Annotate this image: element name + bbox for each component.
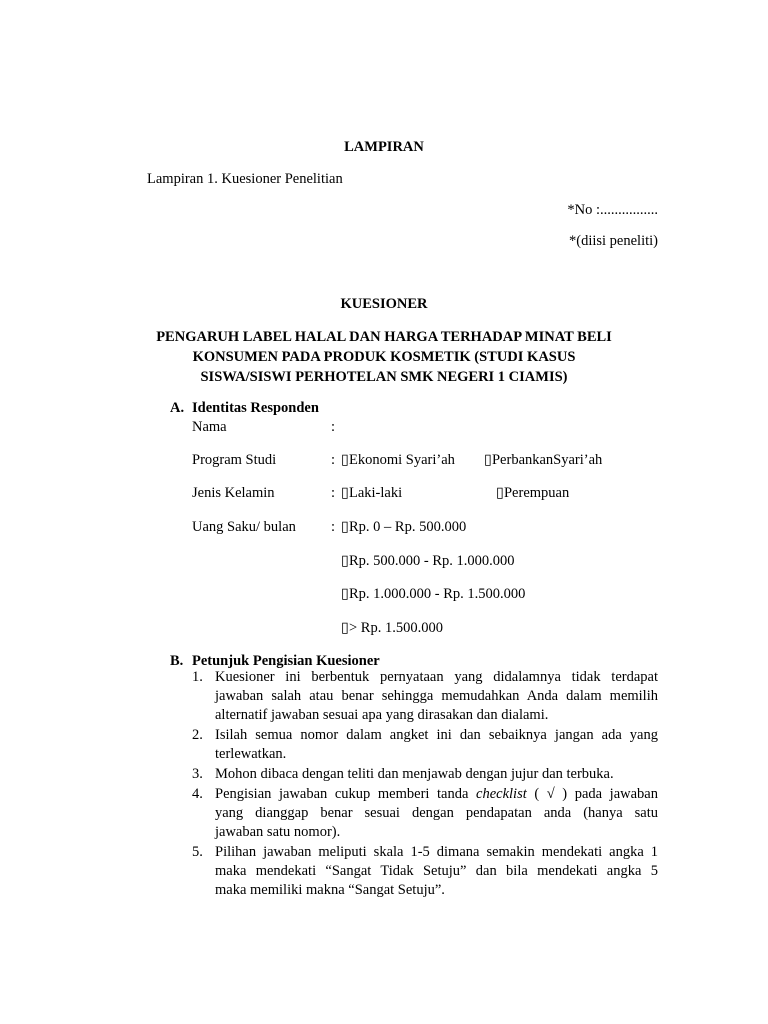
research-title xyxy=(140,327,628,387)
instruction-line: Mohon dibaca dengan teliti dan menjawab dengan jujur dan terbuka. xyxy=(215,766,614,782)
instruction-line: terlewatkan. xyxy=(215,746,287,762)
checkbox-icon: ▯ xyxy=(341,485,349,501)
checklist-term: checklist xyxy=(476,786,527,802)
gender-option-perempuan[interactable]: ▯Perempuan xyxy=(496,485,570,501)
program-option-perbankan[interactable]: ▯PerbankanSyari’ah xyxy=(484,452,603,468)
research-title-line: KONSUMEN PADA PRODUK KOSMETIK (STUDI KASUS xyxy=(192,349,576,365)
checkbox-icon: ▯ xyxy=(341,553,349,569)
program-studi-colon: : xyxy=(331,452,336,468)
diisi-peneliti-note: *(diisi peneliti) xyxy=(569,233,658,249)
program-option-ekonomi[interactable]: ▯Ekonomi Syari’ah xyxy=(341,452,455,468)
instruction-number: 2. xyxy=(192,727,203,743)
research-title-line: SISWA/SISWI PERHOTELAN SMK NEGERI 1 CIAMIS) xyxy=(200,369,568,385)
section-b-letter: B. xyxy=(170,653,184,669)
instruction-line: alternatif jawaban sesuai apa yang dirasakan dan dialami. xyxy=(215,707,549,723)
checkbox-icon: ▯ xyxy=(341,620,349,636)
lampiran-title: LAMPIRAN xyxy=(344,139,424,155)
lampiran-subtitle: Lampiran 1. Kuesioner Penelitian xyxy=(147,171,343,187)
instruction-line: maka memiliki makna “Sangat Setuju”. xyxy=(215,882,445,898)
checkbox-icon: ▯ xyxy=(341,452,349,468)
instruction-line: Pilihan jawaban meliputi skala 1-5 dimana semakin mendekati angka 1 xyxy=(215,844,658,860)
research-title-line: PENGARUH LABEL HALAL DAN HARGA TERHADAP MINAT BELI xyxy=(156,329,612,345)
checkbox-icon: ▯ xyxy=(496,485,504,501)
instruction-line: Isilah semua nomor dalam angket ini dan sebaiknya jangan ada yang xyxy=(215,727,658,743)
instruction-line: jawaban satu nomor). xyxy=(215,824,341,840)
instruction-line: jawaban salah atau benar sehingga memudahkan Anda dalam memilih xyxy=(215,688,658,704)
checkbox-icon: ▯ xyxy=(341,586,349,602)
instruction-number: 1. xyxy=(192,669,203,685)
kuesioner-title: KUESIONER xyxy=(340,296,428,312)
uang-option-1[interactable]: ▯Rp. 0 – Rp. 500.000 xyxy=(341,519,467,535)
uang-option-3[interactable]: ▯Rp. 1.000.000 - Rp. 1.500.000 xyxy=(341,586,526,602)
instruction-line: maka mendekati “Sangat Tidak Setuju” dan bila mendekati angka 5 xyxy=(215,863,658,879)
instruction-number: 4. xyxy=(192,786,203,802)
section-b-title: Petunjuk Pengisian Kuesioner xyxy=(192,653,380,669)
jenis-kelamin-colon: : xyxy=(331,485,336,501)
instruction-line: Kuesioner ini berbentuk pernyataan yang didalamnya tidak terdapat xyxy=(215,669,658,685)
checkbox-icon: ▯ xyxy=(484,452,492,468)
uang-saku-label: Uang Saku/ bulan xyxy=(192,519,296,535)
instruction-number: 3. xyxy=(192,766,203,782)
instruction-line: yang dianggap benar sesuai dengan pendapatan anda (hanya satu xyxy=(215,805,658,821)
uang-option-2[interactable]: ▯Rp. 500.000 - Rp. 1.000.000 xyxy=(341,553,515,569)
instruction-number: 5. xyxy=(192,844,203,860)
uang-option-4[interactable]: ▯> Rp. 1.500.000 xyxy=(341,620,443,636)
program-studi-label: Program Studi xyxy=(192,452,277,468)
jenis-kelamin-label: Jenis Kelamin xyxy=(192,485,275,501)
section-a-letter: A. xyxy=(170,400,185,416)
section-a-title: Identitas Responden xyxy=(192,400,319,416)
checkbox-icon: ▯ xyxy=(341,519,349,535)
nama-colon: : xyxy=(331,419,336,435)
instruction-line: Pengisian jawaban cukup memberi tanda checklist ( √ ) pada jawaban xyxy=(215,786,658,802)
uang-saku-colon: : xyxy=(331,519,336,535)
no-field: *No :................ xyxy=(567,202,658,218)
nama-label: Nama xyxy=(192,419,227,435)
gender-option-laki[interactable]: ▯Laki-laki xyxy=(341,485,403,501)
